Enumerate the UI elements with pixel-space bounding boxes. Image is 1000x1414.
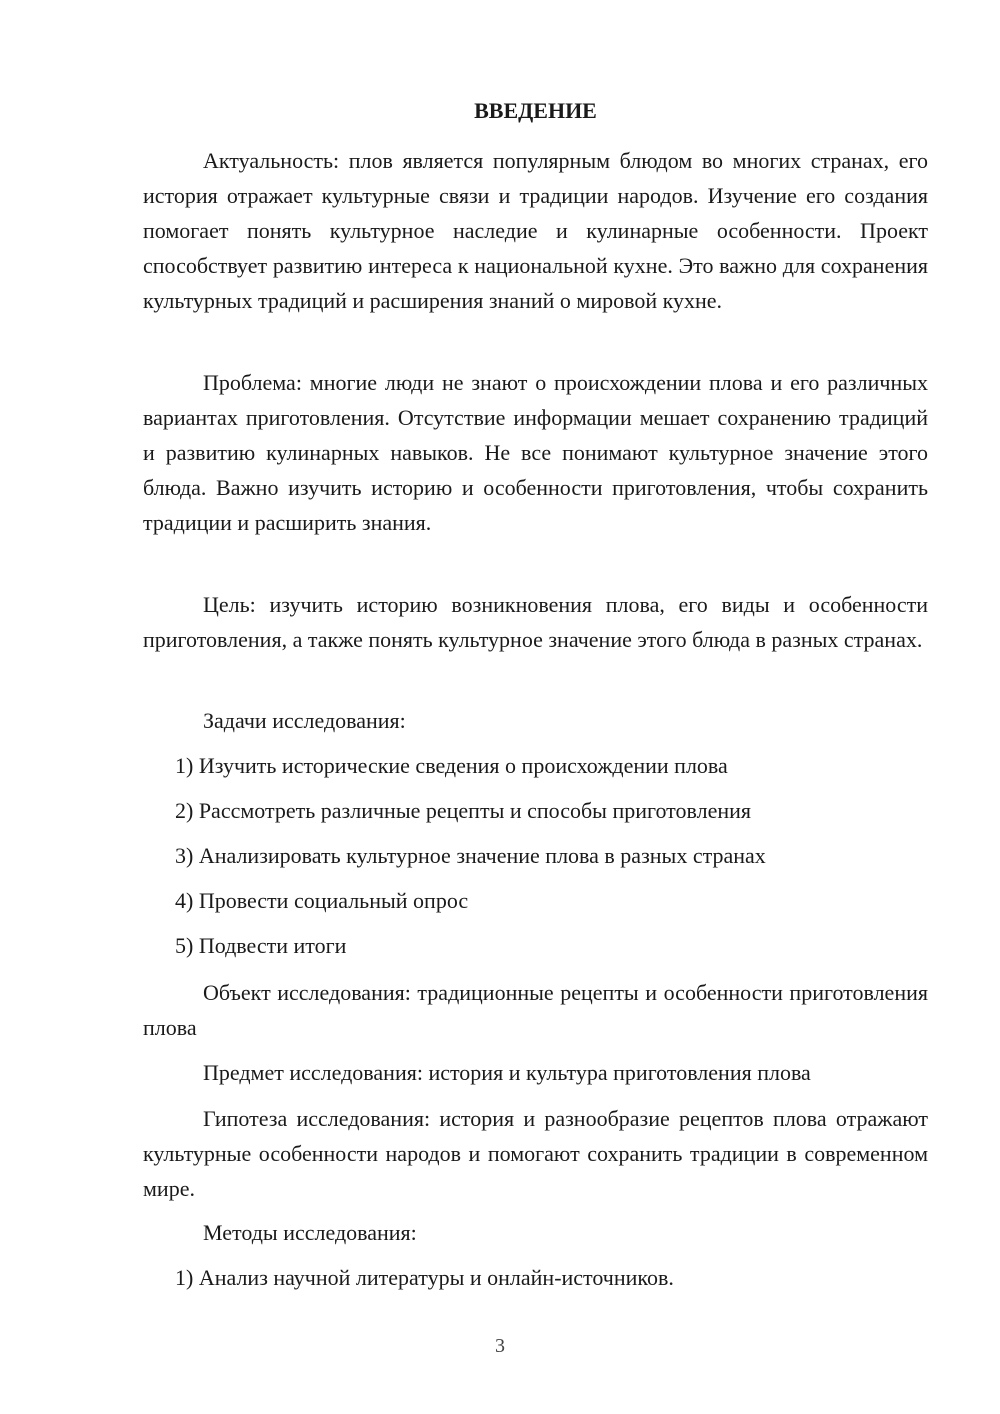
task-item-5: 5) Подвести итоги bbox=[175, 933, 347, 958]
page-title: ВВЕДЕНИЕ bbox=[474, 98, 597, 123]
problem-paragraph: Проблема: многие люди не знают о происхождении плова и его различных вариантах приготовления. Отсутствие информации мешает сохранению традиций и развитию кулинарных навыков. Не все понимают культурное значение этого блюда. Важно изучить историю и особенности приготовления, чтобы сохранить традиции и расширить знания. bbox=[143, 370, 928, 535]
object-paragraph: Объект исследования: традиционные рецепты и особенности приготовления плова bbox=[143, 980, 928, 1040]
actuality-paragraph: Актуальность: плов является популярным блюдом во многих странах, его история отражает культурные связи и традиции народов. Изучение его создания помогает понять культурное наследие и кулинарные особенности. Проект способствует развитию интереса к национальной кухне. Это важно для сохранения культурных традиций и расширения знаний о мировой кухне. bbox=[143, 148, 928, 313]
method-item-1: 1) Анализ научной литературы и онлайн-источников. bbox=[175, 1265, 674, 1290]
page-number: 3 bbox=[495, 1335, 505, 1357]
task-item-4: 4) Провести социальный опрос bbox=[175, 888, 469, 913]
hypothesis-paragraph: Гипотеза исследования: история и разнообразие рецептов плова отражают культурные особенности народов и помогают сохранить традиции в современном мире. bbox=[143, 1106, 928, 1201]
goal-paragraph: Цель: изучить историю возникновения плова, его виды и особенности приготовления, а также понять культурное значение этого блюда в разных странах. bbox=[143, 592, 928, 652]
task-item-3: 3) Анализировать культурное значение плова в разных странах bbox=[175, 843, 766, 868]
task-item-2: 2) Рассмотреть различные рецепты и способы приготовления bbox=[175, 798, 752, 823]
subject-paragraph: Предмет исследования: история и культура приготовления плова bbox=[203, 1060, 811, 1085]
methods-heading: Методы исследования: bbox=[203, 1220, 417, 1245]
task-item-1: 1) Изучить исторические сведения о происхождении плова bbox=[175, 753, 728, 778]
tasks-heading: Задачи исследования: bbox=[203, 708, 406, 733]
